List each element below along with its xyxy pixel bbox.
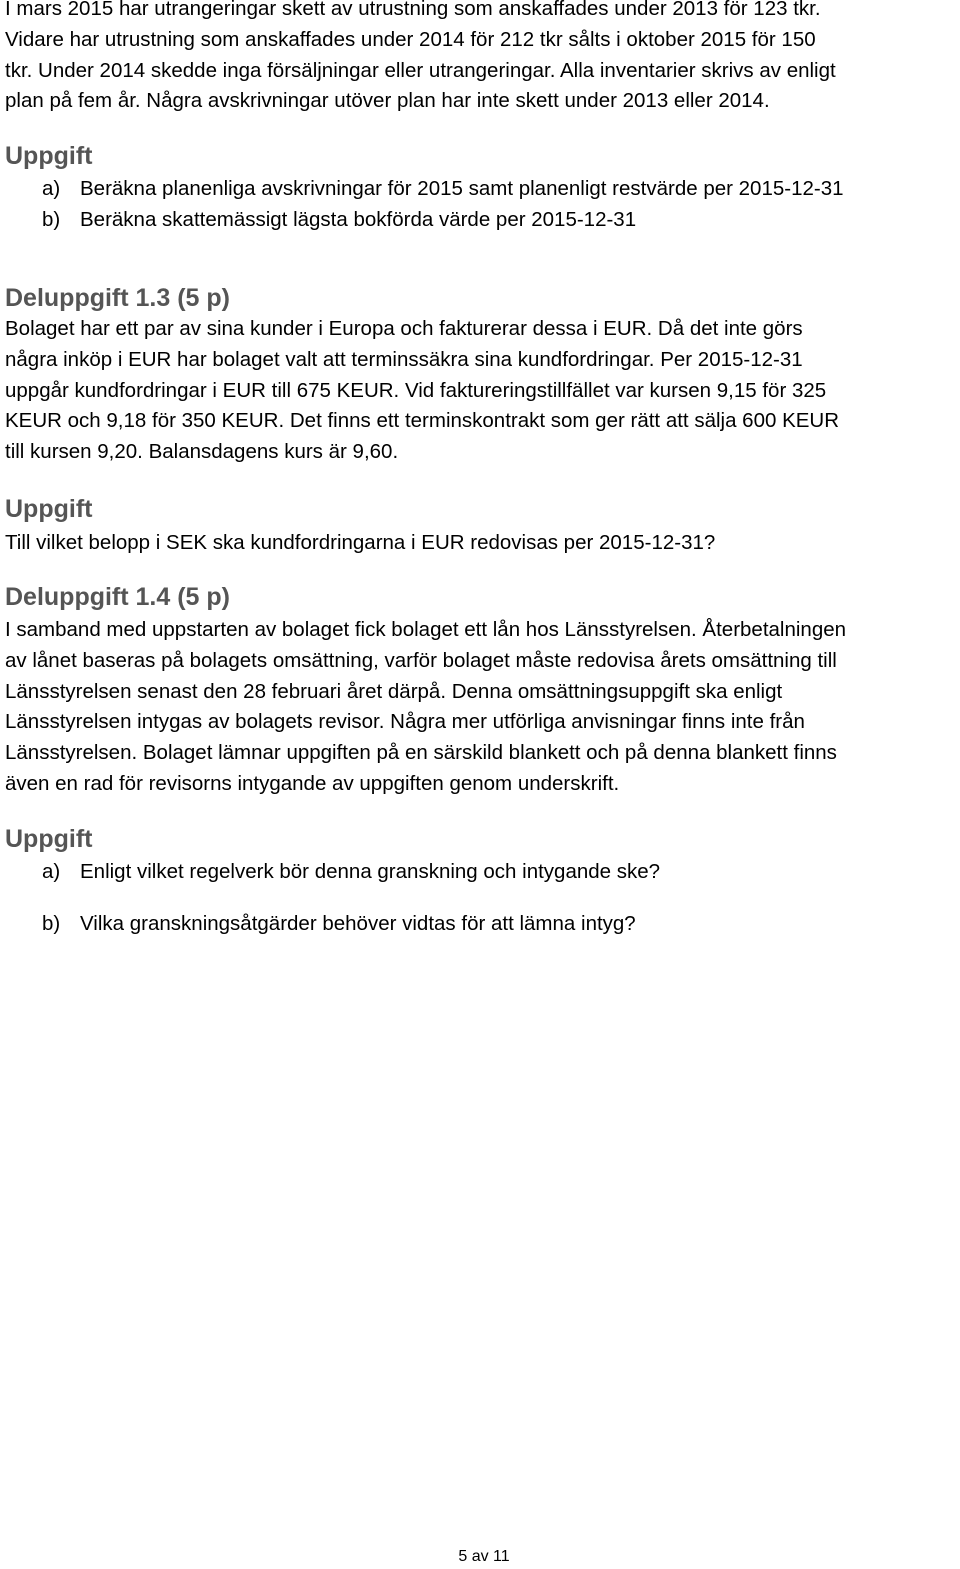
task-item-b — [5, 909, 636, 940]
paragraph-line: Länsstyrelsen. Bolaget lämnar uppgiften på en särskild blankett och på denna blankett finns — [5, 741, 837, 765]
paragraph-line: Länsstyrelsen senast den 28 februari året därpå. Denna omsättningsuppgift ska enligt — [5, 679, 783, 703]
task-item-text: Vilka granskningsåtgärder behöver vidtas för att lämna intyg? — [80, 912, 636, 935]
question-line: Till vilket belopp i SEK ska kundfordringarna i EUR redovisas per 2015-12-31? — [5, 531, 716, 554]
task-item-a — [5, 174, 844, 205]
task-list — [5, 909, 636, 940]
intro-line: I mars 2015 har utrangeringar skett av utrustning som anskaffades under 2013 för 123 tkr. — [5, 0, 821, 20]
paragraph-line: av lånet baseras på bolagets omsättning, varför bolaget måste redovisa årets omsättning till — [5, 648, 837, 672]
intro-line: tkr. Under 2014 skedde inga försäljningar eller utrangeringar. Alla inventarier skrivs av enligt — [5, 58, 836, 82]
task-item-text: Beräkna skattemässigt lägsta bokförda värde per 2015-12-31 — [80, 207, 637, 231]
intro-paragraph — [5, 0, 836, 117]
paragraph-line: Bolaget har ett par av sina kunder i Europa och fakturerar dessa i EUR. Då det inte görs — [5, 317, 803, 340]
task-list — [5, 857, 660, 888]
section-heading: Deluppgift 1.4 (5 p) — [5, 583, 230, 611]
list-marker: b) — [42, 912, 61, 935]
task-heading: Uppgift — [5, 825, 93, 853]
intro-line: Vidare har utrustning som anskaffades under 2014 för 212 tkr sålts i oktober 2015 för 150 — [5, 27, 816, 51]
task-item-b — [5, 205, 844, 236]
task-heading: Uppgift — [5, 495, 93, 523]
task-question — [5, 528, 715, 559]
list-marker: b) — [42, 207, 61, 231]
paragraph-line: även en rad för revisorns intygande av uppgiften genom underskrift. — [5, 771, 620, 795]
paragraph-line: till kursen 9,20. Balansdagens kurs är 9,60. — [5, 440, 399, 464]
task-list — [5, 174, 844, 236]
task-item-a — [5, 857, 660, 888]
task-item-text: Beräkna planenliga avskrivningar för 2015 samt planenligt restvärde per 2015-12-31 — [80, 177, 844, 200]
page-number: 5 av 11 — [458, 1548, 510, 1565]
paragraph-line: I samband med uppstarten av bolaget fick bolaget ett lån hos Länsstyrelsen. Återbetalningen — [5, 618, 847, 641]
paragraph-line: uppgår kundfordringar i EUR till 675 KEUR. Vid faktureringstillfället var kursen 9,15 för 325 — [5, 378, 827, 402]
section-heading: Deluppgift 1.3 (5 p) — [5, 284, 230, 312]
list-marker: a) — [42, 177, 61, 200]
paragraph-line: Länsstyrelsen intygas av bolagets revisor. Några mer utförliga anvisningar finns inte från — [5, 710, 805, 734]
intro-line: plan på fem år. Några avskrivningar utöver plan har inte skett under 2013 eller 2014. — [5, 89, 770, 113]
section-paragraph — [5, 314, 839, 468]
paragraph-line: KEUR och 9,18 för 350 KEUR. Det finns ett terminskontrakt som ger rätt att sälja 600 KEUR — [5, 409, 840, 433]
section-paragraph — [5, 615, 846, 800]
task-heading: Uppgift — [5, 142, 93, 170]
paragraph-line: några inköp i EUR har bolaget valt att terminssäkra sina kundfordringar. Per 2015-12-31 — [5, 347, 803, 371]
list-marker: a) — [42, 860, 61, 883]
task-item-text: Enligt vilket regelverk bör denna granskning och intygande ske? — [80, 860, 661, 883]
